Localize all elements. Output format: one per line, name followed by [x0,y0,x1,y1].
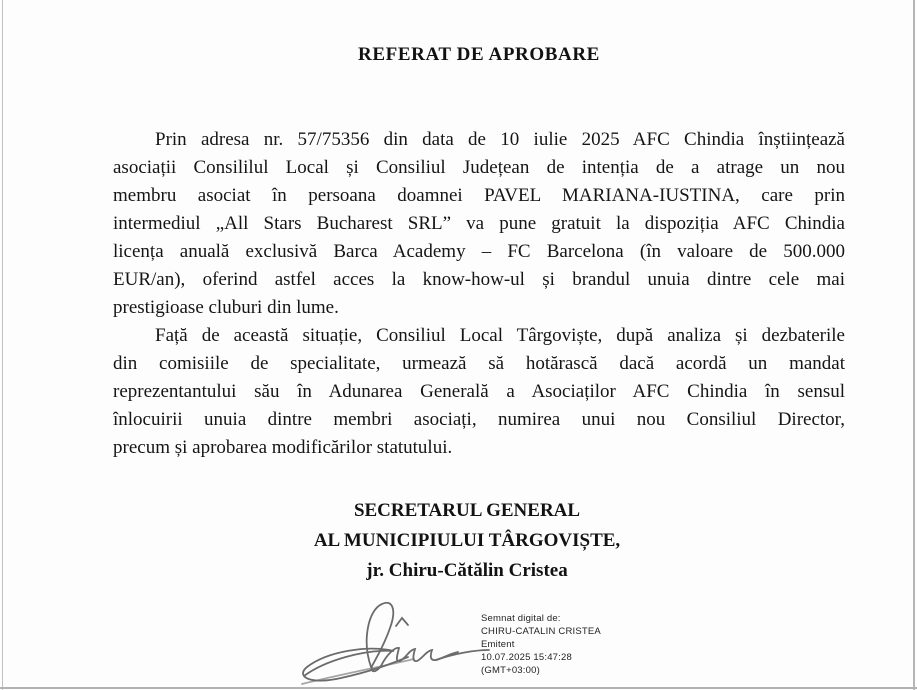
scan-edge-left [2,0,3,690]
signatory-name: jr. Chiru-Cătălin Cristea [366,560,568,581]
text-line: membru asociat în persoana doamnei PAVEL MARIANA-IUSTINA, care prin [113,185,845,206]
digital-signature-timezone: (GMT+03:00) [481,665,540,676]
text-line: precum și aprobarea modificărilor statutului. [113,437,453,458]
text-line: reprezentantului său în Adunarea Generală a Asociaților AFC Chindia în sensul [113,381,845,402]
text-line: prestigioase cluburi din lume. [113,297,339,318]
text-line: înlocuirii unuia dintre membri asociați, numirea unui nou Consiliul Director, [113,409,845,430]
text-line: din comisiile de specialitate, urmează să hotărască dacă acordă un mandat [113,353,845,374]
text-line: intermediul „All Stars Bucharest SRL” va pune gratuit la dispoziția AFC Chindia [113,213,845,234]
text-line: licența anuală exclusivă Barca Academy – FC Barcelona (în valoare de 500.000 [113,241,845,262]
paragraph-1 [113,126,845,322]
text-line: EUR/an), oferind astfel acces la know-how-ul și brandul unuia dintre cele mai [113,269,845,290]
document-title: REFERAT DE APROBARE [358,44,600,65]
text-line: Prin adresa nr. 57/75356 din data de 10 iulie 2025 AFC Chindia înștiințează [155,129,845,150]
digital-signature-datetime: 10.07.2025 15:47:28 [481,652,572,663]
signatory-block [113,496,821,586]
digital-signature-name: CHIRU-CATALIN CRISTEA [481,626,601,637]
text-line: Față de această situație, Consiliul Local Târgoviște, după analiza și dezbaterile [155,325,845,346]
digital-signature-label: Semnat digital de: [481,613,561,624]
signatory-role-line-2: AL MUNICIPIULUI TÂRGOVIȘTE, [313,530,621,551]
text-line: asociații Consililul Local și Consiliul Județean de intenția de a atrage un nou [113,157,845,178]
handwritten-signature-icon [292,596,492,690]
digital-signature-role: Emitent [481,639,515,650]
scan-edge-right [913,0,915,690]
paragraph-2 [113,322,845,462]
document-body [113,126,845,462]
signatory-role-line-1: SECRETARUL GENERAL [353,500,581,521]
digital-signature-stamp [481,612,601,677]
